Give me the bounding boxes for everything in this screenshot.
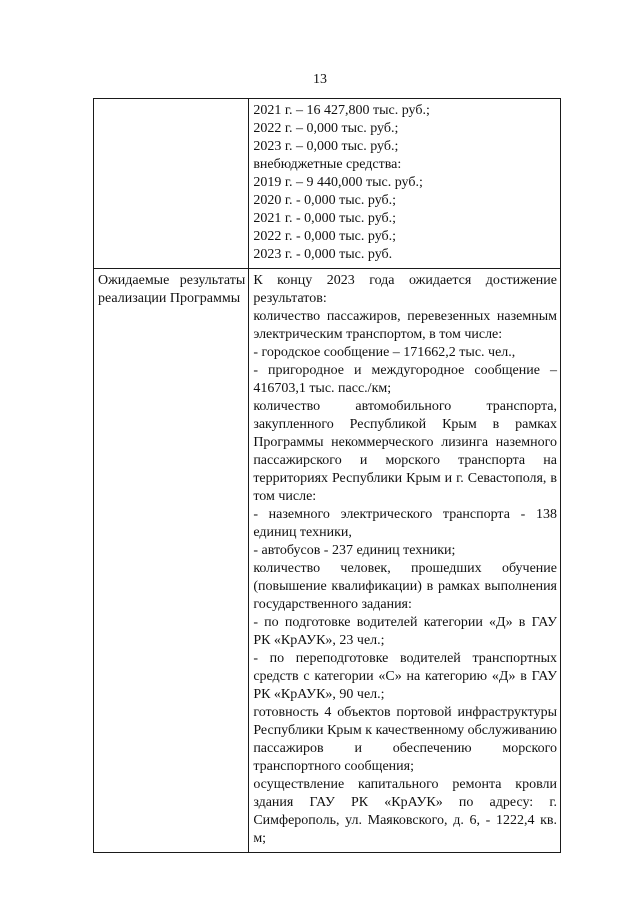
- table-row-expected-results: [94, 269, 561, 853]
- financing-line: 2020 г. - 0,000 тыс. руб.;: [253, 193, 397, 208]
- program-passport-table: [93, 98, 561, 853]
- results-paragraph: количество автомобильного транспорта, закупленного Республикой Крым в рамках Программы некоммерческого лизинга наземного пассажирского и морского транспорта на территориях Республики Крым и г. Севастополя, в том числе:: [253, 399, 557, 504]
- financing-value-cell: [249, 99, 561, 269]
- results-paragraph: готовность 4 объектов портовой инфраструктуры Республики Крым к качественному обслуживанию пассажиров и обеспечению морского транспортного сообщения;: [253, 705, 557, 774]
- financing-line: 2021 г. - 0,000 тыс. руб.;: [253, 211, 397, 226]
- expected-results-value-cell: [249, 269, 561, 853]
- financing-line: 2022 г. - 0,000 тыс. руб.;: [253, 229, 397, 244]
- results-paragraph: - по подготовке водителей категории «Д» в ГАУ РК «КрАУК», 23 чел.;: [253, 615, 557, 648]
- results-paragraph: К концу 2023 года ожидается достижение результатов:: [253, 273, 557, 306]
- financing-line: 2022 г. – 0,000 тыс. руб.;: [253, 121, 399, 136]
- financing-line: внебюджетные средства:: [253, 157, 402, 172]
- page-number: 13: [313, 72, 327, 87]
- financing-line: 2021 г. – 16 427,800 тыс. руб.;: [253, 103, 430, 118]
- financing-line: 2019 г. – 9 440,000 тыс. руб.;: [253, 175, 423, 190]
- financing-line: 2023 г. – 0,000 тыс. руб.;: [253, 139, 399, 154]
- results-paragraph: - автобусов - 237 единиц техники;: [253, 543, 456, 558]
- results-paragraph: количество человек, прошедших обучение (повышение квалификации) в рамках выполнения государственного задания:: [253, 561, 557, 612]
- results-paragraph: осуществление капитального ремонта кровли здания ГАУ РК «КрАУК» по адресу: г. Симферополь, ул. Маяковского, д. 6, - 1222,4 кв. м;: [253, 777, 557, 846]
- results-paragraph: - городское сообщение – 171662,2 тыс. чел.,: [253, 345, 516, 360]
- results-paragraph: - пригородное и междугородное сообщение – 416703,1 тыс. пасс./км;: [253, 363, 557, 396]
- results-paragraph: количество пассажиров, перевезенных наземным электрическим транспортом, в том числе:: [253, 309, 557, 342]
- results-paragraph: - наземного электрического транспорта - 138 единиц техники,: [253, 507, 557, 540]
- expected-results-label-cell: Ожидаемые результаты реализации Программы: [94, 269, 249, 853]
- financing-line: 2023 г. - 0,000 тыс. руб.: [253, 247, 393, 262]
- table-row-financing: [94, 99, 561, 269]
- results-paragraph: - по переподготовке водителей транспортных средств с категории «С» на категорию «Д» в ГАУ РК «КрАУК», 90 чел.;: [253, 651, 557, 702]
- financing-label-cell: [94, 99, 249, 269]
